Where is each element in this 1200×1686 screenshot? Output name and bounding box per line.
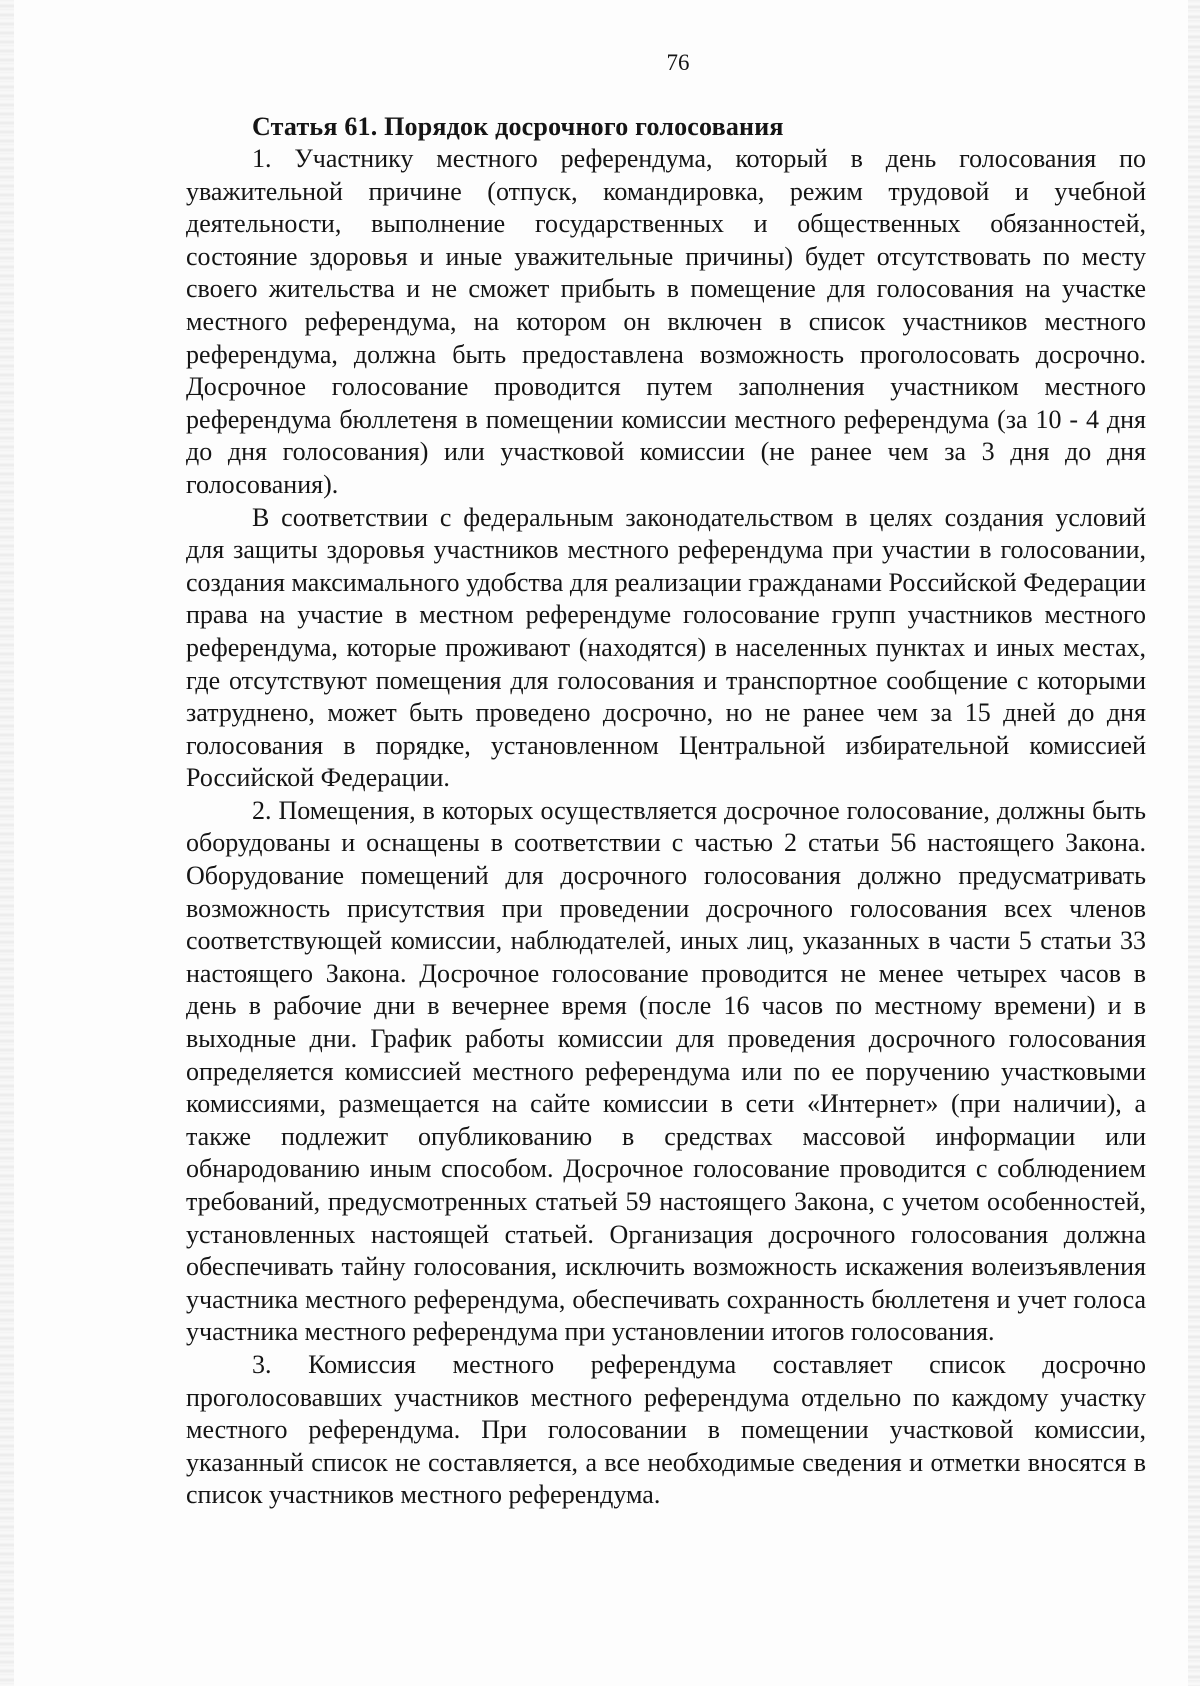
scan-edge-left [0,0,14,1686]
paragraph-1: 1. Участнику местного референдума, который в день голосования по уважительной причине (отпуск, командировка, режим трудовой и учебной деятельности, выполнение государственных и общественных обязанностей, состояние здоровья и иные уважительные причины) будет отсутствовать по месту своего жительства и не сможет прибыть в помещение для голосования на участке местного референдума, на котором он включен в список участников местного референдума, должна быть предоставлена возможность проголосовать досрочно. Досрочное голосование проводится путем заполнения участником местного референдума бюллетеня в помещении комиссии местного референдума (за 10 - 4 дня до дня голосования) или участковой комиссии (не ранее чем за 3 дня до дня голосования). [186,144,1146,499]
article-body [186,143,1146,1512]
paragraph-3: 2. Помещения, в которых осуществляется досрочное голосование, должны быть оборудованы и оснащены в соответствии с частью 2 статьи 56 настоящего Закона. Оборудование помещений для досрочного голосования должно предусматривать возможность присутствия при проведении досрочного голосования всех членов соответствующей комиссии, наблюдателей, иных лиц, указанных в части 5 статьи 33 настоящего Закона. Досрочное голосование проводится не менее четырех часов в день в рабочие дни в вечернее время (после 16 часов по местному времени) и в выходные дни. График работы комиссии для проведения досрочного голосования определяется комиссией местного референдума или по ее поручению участковыми комиссиями, размещается на сайте комиссии в сети «Интернет» (при наличии), а также подлежит опубликованию в средствах массовой информации или обнародованию иным способом. Досрочное голосование проводится с соблюдением требований, предусмотренных статьей 59 настоящего Закона, с учетом особенностей, установленных настоящей статьей. Организация досрочного голосования должна обеспечивать тайну голосования, исключить возможность искажения волеизъявления участника местного референдума, обеспечивать сохранность бюллетеня и учет голоса участника местного референдума при установлении итогов голосования. [186,795,1146,1347]
paragraph-4: 3. Комиссия местного референдума составляет список досрочно проголосовавших участников местного референдума отдельно по каждому участку местного референдума. При голосовании в помещении участковой комиссии, указанный список не составляется, а все необходимые сведения и отметки вносятся в список участников местного референдума. [186,1349,1146,1510]
scan-edge-right [1188,0,1200,1686]
page-number: 76 [666,50,690,75]
paragraph-2: В соответствии с федеральным законодательством в целях создания условий для защиты здоровья участников местного референдума при участии в голосовании, создания максимального удобства для реализации гражданами Российской Федерации права на участие в местном референдуме голосование групп участников местного референдума, которые проживают (находятся) в населенных пунктах и иных местах, где отсутствуют помещения для голосования и транспортное сообщение с которыми затруднено, может быть проведено досрочно, но не ранее чем за 15 дней до дня голосования в порядке, установленном Центральной избирательной комиссией Российской Федерации. [186,502,1146,793]
article-title: Статья 61. Порядок досрочного голосования [252,112,784,141]
